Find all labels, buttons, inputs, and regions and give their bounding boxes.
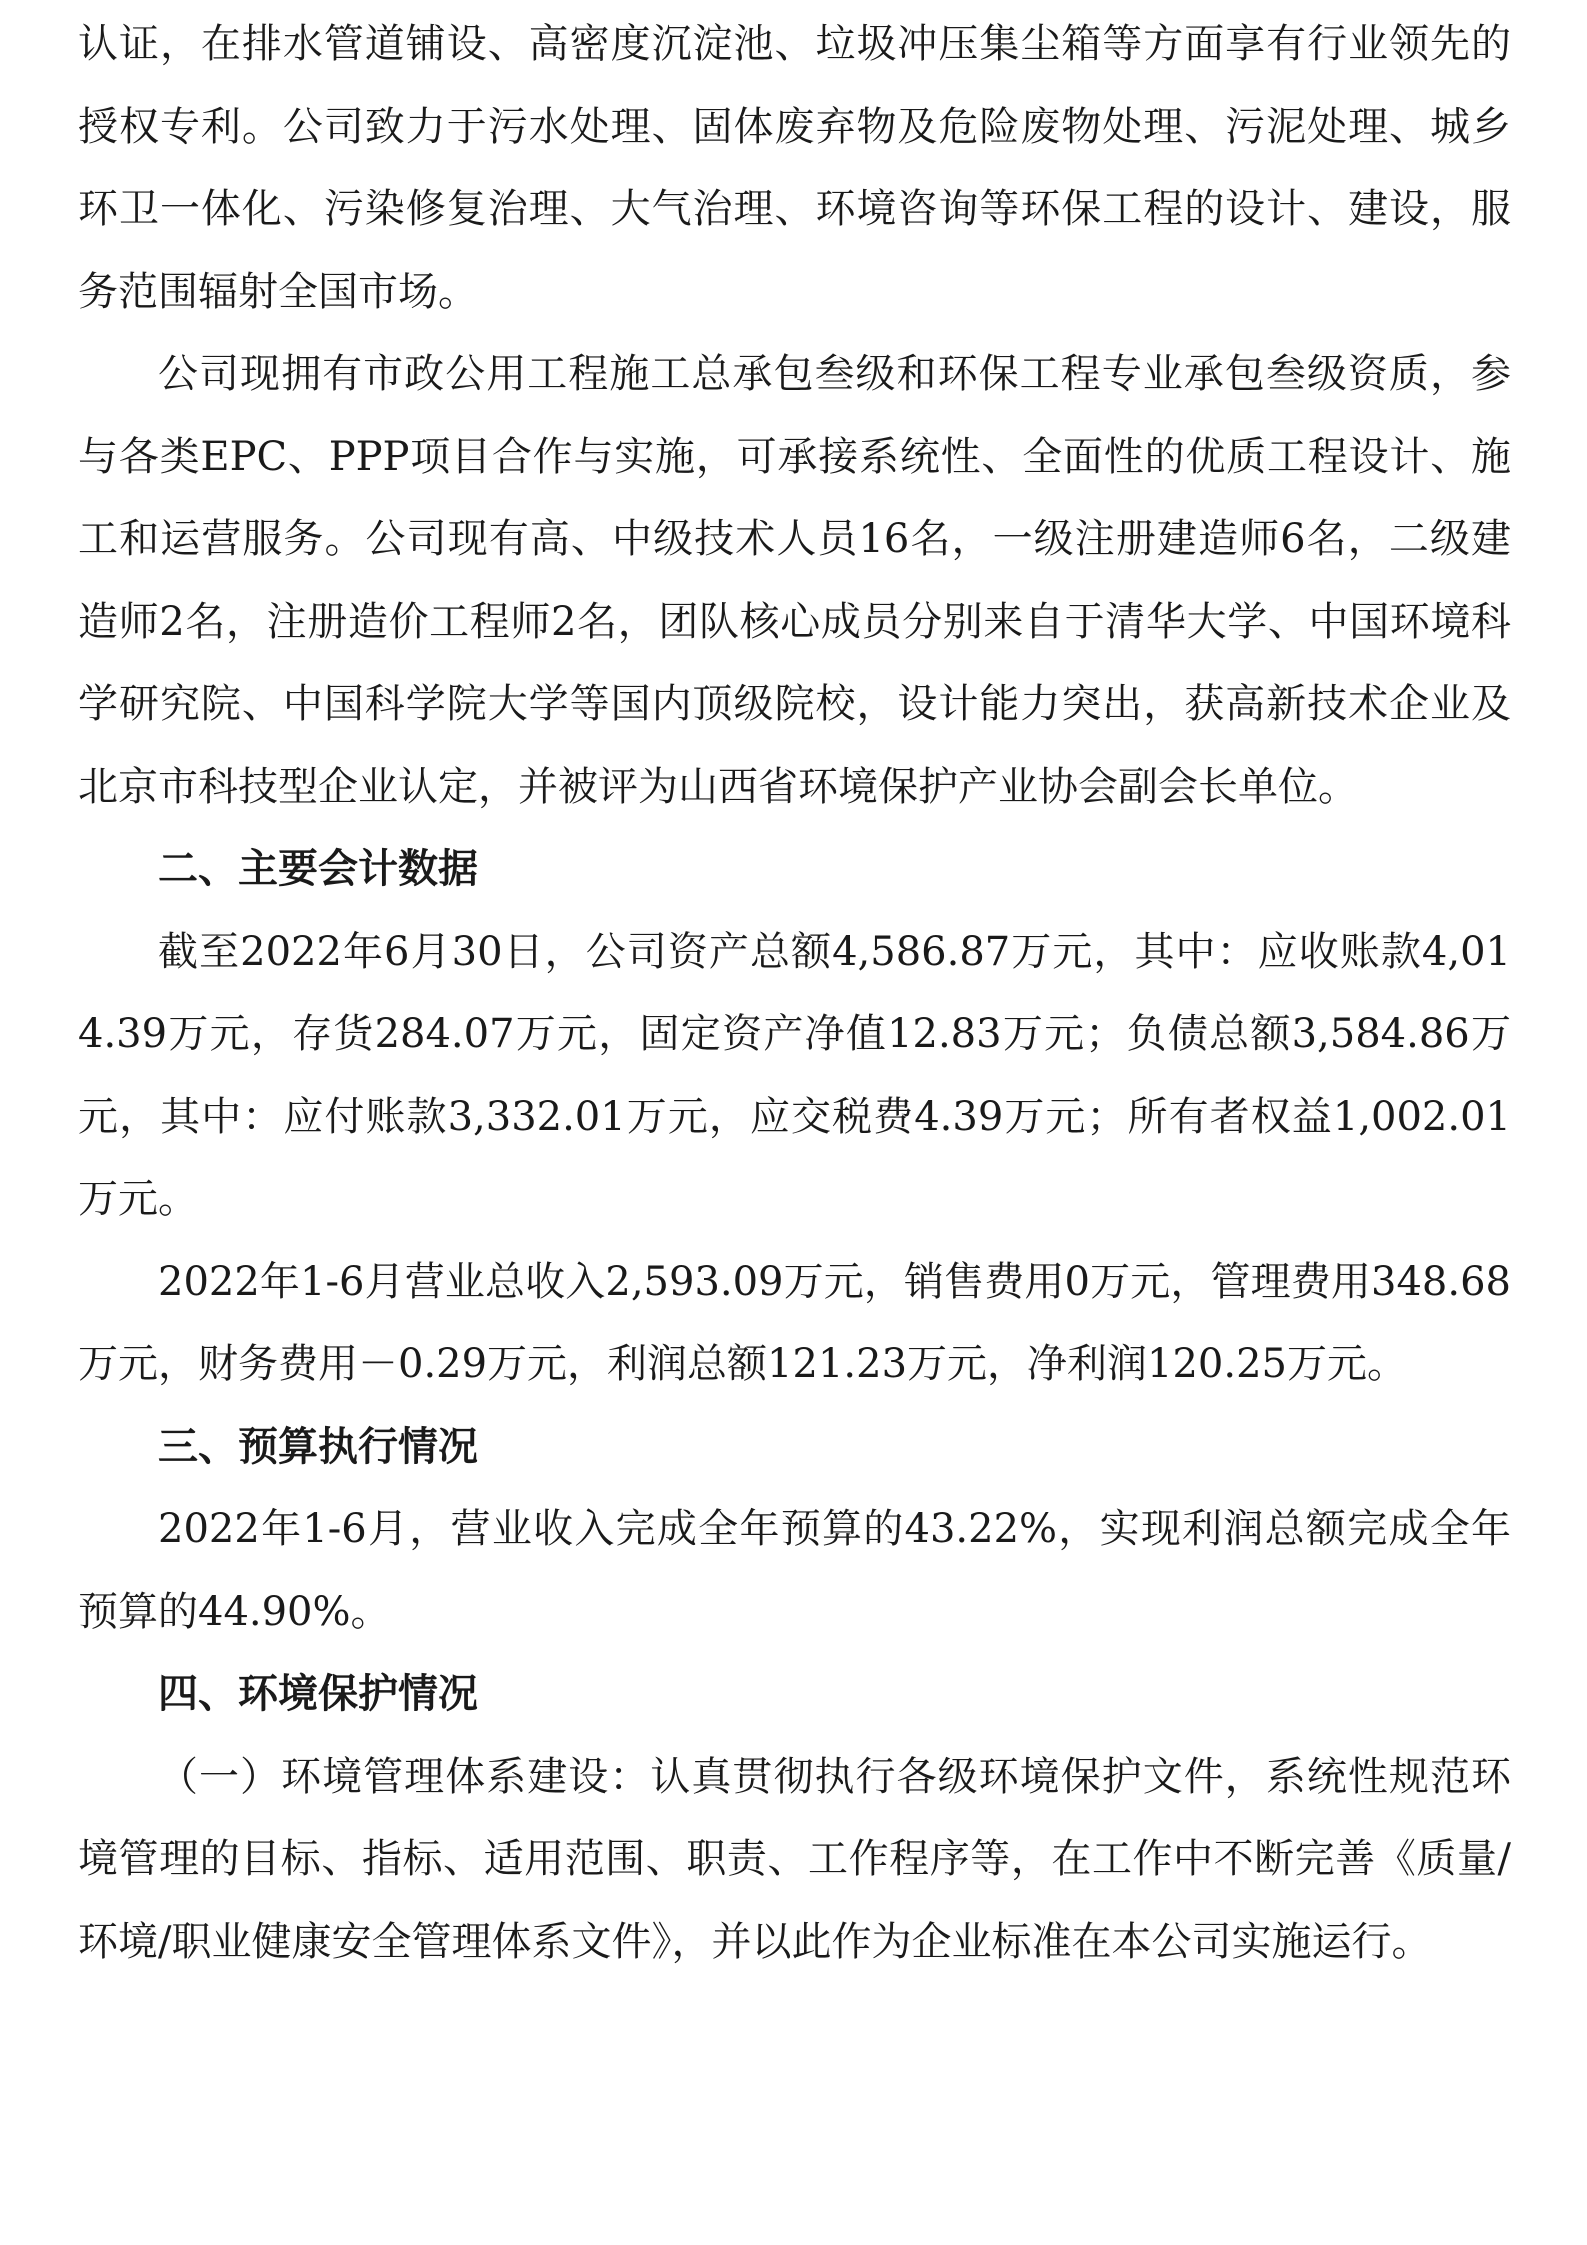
paragraph-environmental-management: （一）环境管理体系建设：认真贯彻执行各级环境保护文件，系统性规范环境管理的目标、指标、适用范围、职责、工作程序等，在工作中不断完善《质量/环境/职业健康安全管理体系文件》，并以此作为企业标准在本公司实施运行。 bbox=[78, 1753, 1511, 1965]
heading-budget-execution: 三、预算执行情况 bbox=[158, 1423, 478, 1470]
paragraph-budget-execution: 2022年1-6月，营业收入完成全年预算的43.22%，实现利润总额完成全年预算的44.90%。 bbox=[78, 1506, 1511, 1635]
paragraph-balance-sheet: 截至2022年6月30日，公司资产总额4,586.87万元，其中：应收账款4,014.39万元，存货284.07万元，固定资产净值12.83万元；负债总额3,584.86万元，其中：应付账款3,332.01万元，应交税费4.39万元；所有者权益1,002.01万元。 bbox=[78, 928, 1511, 1222]
heading-accounting-data: 二、主要会计数据 bbox=[158, 846, 478, 892]
paragraph-income-statement: 2022年1-6月营业总收入2,593.09万元，销售费用0万元，管理费用348.68万元，财务费用－0.29万元，利润总额121.23万元，净利润120.25万元。 bbox=[78, 1258, 1511, 1387]
paragraph-company-patents: 认证，在排水管道铺设、高密度沉淀池、垃圾冲压集尘箱等方面享有行业领先的授权专利。公司致力于污水处理、固体废弃物及危险废物处理、污泥处理、城乡环卫一体化、污染修复治理、大气治理、环境咨询等环保工程的设计、建设，服务范围辐射全国市场。 bbox=[78, 21, 1511, 315]
paragraph-company-qualifications: 公司现拥有市政公用工程施工总承包叁级和环保工程专业承包叁级资质，参与各类EPC、PPP项目合作与实施，可承接系统性、全面性的优质工程设计、施工和运营服务。公司现有高、中级技术人员16名，一级注册建造师6名，二级建造师2名，注册造价工程师2名，团队核心成员分别来自于清华大学、中国环境科学研究院、中国科学院大学等国内顶级院校，设计能力突出，获高新技术企业及北京市科技型企业认定，并被评为山西省环境保护产业协会副会长单位。 bbox=[78, 351, 1511, 810]
heading-environmental-protection: 四、环境保护情况 bbox=[158, 1671, 478, 1717]
